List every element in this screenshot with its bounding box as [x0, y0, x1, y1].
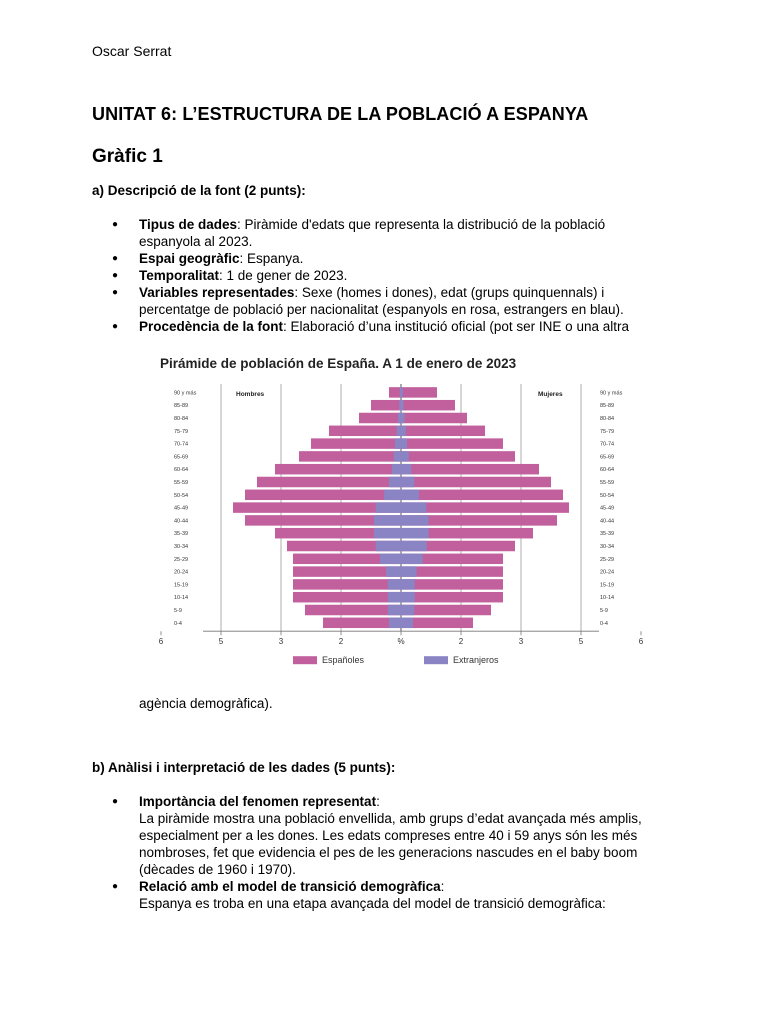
bar-extranjeros-mujeres [401, 618, 413, 629]
age-label-right: 45-49 [600, 505, 615, 512]
age-label-left: 35-39 [174, 531, 189, 538]
age-label-left: 65-69 [174, 454, 189, 461]
bar-extranjeros-mujeres [401, 605, 414, 616]
continuation-text: agència demogràfica). [139, 696, 273, 711]
age-label-right: 35-39 [600, 531, 615, 538]
list-item: ● Tipus de dades: Piràmide d'edats que representa la distribució de la població espanyola al 2023. [110, 216, 650, 250]
bar-extranjeros-hombres [394, 451, 401, 462]
chart-left-label: Hombres [236, 391, 265, 398]
bar-extranjeros-hombres [380, 554, 401, 565]
age-label-right: 10-14 [600, 595, 615, 602]
bar-extranjeros-hombres [388, 605, 401, 616]
age-label-right: 15-19 [600, 582, 615, 589]
bar-espanoles-hombres [245, 490, 401, 501]
legend-label-espanoles: Españoles [322, 655, 365, 666]
bar-espanoles-hombres [371, 400, 401, 411]
age-label-left: 5-9 [174, 608, 182, 614]
list-item: ● Espai geogràfic: Espanya. [110, 250, 650, 267]
age-label-left: 50-54 [174, 492, 189, 499]
bar-extranjeros-hombres [398, 413, 401, 424]
bar-extranjeros-mujeres [401, 400, 403, 411]
age-label-left: 20-24 [174, 569, 189, 576]
bar-espanoles-hombres [293, 566, 401, 577]
x-tick-label: 6 [158, 637, 164, 647]
bar-extranjeros-hombres [392, 464, 401, 475]
bar-espanoles-mujeres [401, 490, 563, 501]
bar-extranjeros-mujeres [401, 554, 423, 565]
bar-espanoles-hombres [293, 592, 401, 603]
age-label-right: 5-9 [600, 608, 608, 614]
bar-extranjeros-mujeres [401, 541, 427, 552]
bar-espanoles-hombres [275, 464, 401, 475]
age-label-right: 55-59 [600, 480, 615, 486]
list-item: ● Variables representades: Sexe (homes i dones), edat (grups quinquennals) i percentatge de població per nacionalitat (espanyols en rosa, estrangers en blau). [110, 284, 650, 318]
x-tick-label: 5 [218, 637, 224, 647]
bar-extranjeros-mujeres [401, 502, 426, 512]
bar-espanoles-mujeres [401, 605, 491, 616]
bar-extranjeros-hombres [399, 400, 401, 411]
bar-extranjeros-mujeres [401, 490, 419, 501]
bar-extranjeros-hombres [388, 592, 401, 603]
document-title: UNITAT 6: L’ESTRUCTURA DE LA POBLACIÓ A ESPANYA [92, 104, 589, 124]
bar-extranjeros-hombres [397, 426, 401, 437]
age-label-left: 70-74 [174, 441, 189, 448]
author-name: Oscar Serrat [92, 43, 172, 59]
bar-espanoles-mujeres [401, 592, 503, 603]
bar-extranjeros-hombres [384, 490, 401, 501]
age-label-right: 30-34 [600, 544, 615, 550]
section-b-heading: b) Anàlisi i interpretació de les dades (5 punts): [92, 760, 396, 775]
bar-extranjeros-hombres [395, 438, 401, 449]
legend-swatch-extranjeros [424, 656, 448, 664]
bar-extranjeros-mujeres [401, 438, 407, 449]
bar-espanoles-hombres [311, 438, 401, 449]
section-b-list [110, 793, 670, 912]
age-label-left: 15-19 [174, 582, 189, 589]
age-label-right: 90 y más [600, 390, 623, 397]
bar-extranjeros-mujeres [401, 528, 429, 539]
age-label-right: 70-74 [600, 441, 615, 448]
legend-swatch-espanoles [293, 656, 317, 664]
x-tick-label: 2 [458, 637, 464, 647]
x-tick-label: 5 [578, 637, 584, 647]
bar-extranjeros-mujeres [401, 413, 405, 424]
age-label-left: 0-4 [174, 620, 182, 627]
age-label-right: 65-69 [600, 454, 615, 461]
list-item: ● Importància del fenomen representat: La piràmide mostra una població envellida, amb grups d’edat avançada més amplis, especialment per a les dones. Les edats compreses entre 40 i 59 anys són les més nombroses, fet que evidencia el pes de les generacions nascudes en el baby boom (dècades de 1960 i 1970). [110, 793, 670, 878]
age-label-right: 20-24 [600, 569, 615, 576]
bar-espanoles-mujeres [401, 400, 455, 411]
bar-extranjeros-hombres [374, 528, 401, 539]
age-label-right: 85-89 [600, 403, 615, 410]
bar-espanoles-hombres [257, 477, 401, 488]
bar-extranjeros-hombres [400, 387, 401, 398]
bar-espanoles-hombres [305, 605, 401, 616]
age-label-right: 50-54 [600, 492, 615, 499]
bar-espanoles-mujeres [401, 464, 539, 475]
age-label-right: 75-79 [600, 428, 615, 435]
bar-extranjeros-mujeres [401, 387, 403, 398]
bar-extranjeros-mujeres [401, 451, 409, 462]
bar-extranjeros-mujeres [401, 515, 429, 526]
chart-right-label: Mujeres [538, 391, 563, 398]
bar-extranjeros-hombres [374, 515, 401, 526]
bar-espanoles-hombres [233, 502, 401, 512]
legend-label-extranjeros: Extranjeros [453, 655, 499, 666]
x-tick-label: 2 [338, 637, 344, 647]
bar-espanoles-mujeres [401, 426, 485, 437]
bar-espanoles-mujeres [401, 579, 503, 590]
list-item: ● Procedència de la font: Elaboració d’una institució oficial (pot ser INE o una altra [110, 318, 650, 335]
bar-extranjeros-hombres [376, 541, 401, 552]
bar-espanoles-hombres [359, 413, 401, 424]
age-label-left: 10-14 [174, 595, 189, 602]
bar-extranjeros-hombres [389, 477, 401, 488]
bar-espanoles-hombres [329, 426, 401, 437]
population-pyramid-chart [148, 352, 648, 674]
list-item: ● Relació amb el model de transició demogràfica: Espanya es troba en una etapa avançada del model de transició demogràfica: [110, 878, 670, 912]
bar-extranjeros-mujeres [401, 579, 415, 590]
age-label-left: 45-49 [174, 505, 189, 512]
bar-extranjeros-hombres [386, 566, 401, 577]
bar-extranjeros-hombres [389, 618, 401, 629]
section-a-list [110, 216, 650, 335]
x-tick-label: 3 [518, 637, 524, 647]
age-label-left: 30-34 [174, 544, 189, 550]
bar-extranjeros-hombres [388, 579, 401, 590]
bar-espanoles-hombres [389, 387, 401, 398]
age-label-left: 25-29 [174, 556, 189, 563]
age-label-left: 60-64 [174, 467, 189, 474]
section-a-heading: a) Descripció de la font (2 punts): [92, 183, 306, 198]
list-item: ● Temporalitat: 1 de gener de 2023. [110, 267, 650, 284]
age-label-right: 80-84 [600, 416, 615, 422]
bar-espanoles-hombres [293, 579, 401, 590]
x-tick-label: % [397, 637, 405, 647]
bar-extranjeros-mujeres [401, 426, 406, 437]
age-label-left: 90 y más [174, 390, 197, 397]
chart-heading: Gràfic 1 [92, 146, 163, 167]
x-tick-label: 6 [638, 637, 644, 647]
bar-espanoles-mujeres [401, 451, 515, 462]
bar-espanoles-mujeres [401, 387, 437, 398]
age-label-right: 0-4 [600, 620, 608, 627]
age-label-left: 80-84 [174, 416, 189, 422]
bar-espanoles-mujeres [401, 413, 467, 424]
bar-extranjeros-mujeres [401, 464, 411, 475]
age-label-left: 75-79 [174, 428, 189, 435]
bar-extranjeros-hombres [376, 502, 401, 512]
bar-espanoles-hombres [299, 451, 401, 462]
age-label-right: 60-64 [600, 467, 615, 474]
bar-extranjeros-mujeres [401, 477, 414, 488]
bar-espanoles-mujeres [401, 438, 503, 449]
bar-espanoles-mujeres [401, 477, 551, 488]
age-label-right: 40-44 [600, 518, 615, 525]
chart-title: Pirámide de población de España. A 1 de enero de 2023 [160, 356, 517, 371]
bar-extranjeros-mujeres [401, 592, 415, 603]
age-label-right: 25-29 [600, 556, 615, 563]
age-label-left: 55-59 [174, 480, 189, 486]
age-label-left: 85-89 [174, 403, 189, 410]
x-tick-label: 3 [278, 637, 284, 647]
age-label-left: 40-44 [174, 518, 189, 525]
bar-extranjeros-mujeres [401, 566, 417, 577]
